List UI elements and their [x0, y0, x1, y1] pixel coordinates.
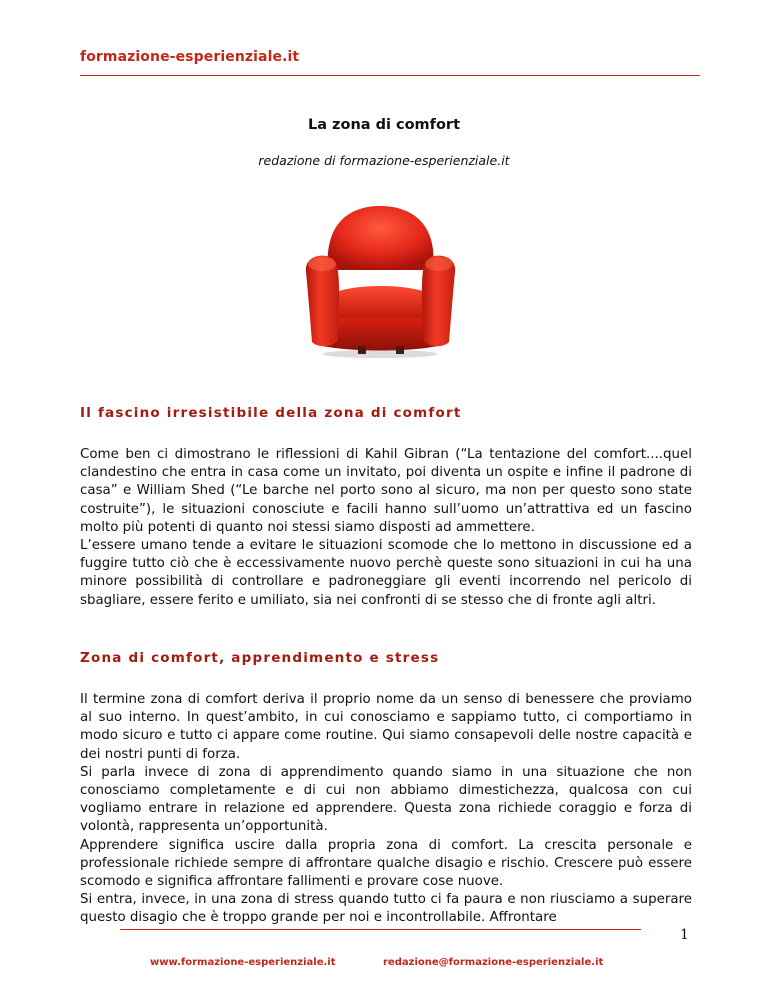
section-body: [80, 446, 692, 610]
section-title: Zona di comfort, apprendimento e stress: [80, 650, 440, 666]
footer-website-link[interactable]: www.formazione-esperienziale.it: [150, 957, 336, 968]
document-subtitle: redazione di formazione-esperienziale.it: [258, 153, 510, 168]
paragraph: Apprendere significa uscire dalla propria zona di comfort. La crescita personale e professionale richiede sempre di affrontare qualche disagio e rischio. Crescere può essere scomodo e significa affrontare fallimenti e provare cose nuove.: [80, 837, 692, 890]
section-body: [80, 691, 692, 928]
paragraph: Il termine zona di comfort deriva il proprio nome da un senso di benessere che proviamo al suo interno. In quest’ambito, in cui conosciamo e sappiamo tutto, ci comportiamo in modo sicuro e tutto ci appare come routine. Qui siamo consapevoli delle nostre capacità e dei nostri punti di forza.: [80, 692, 692, 762]
paragraph: Come ben ci dimostrano le riflessioni di Kahil Gibran (“La tentazione del comfort....quel clandestino che entra in casa come un invitato, poi diventa un ospite e infine il padrone di casa” e William Shed (“Le barche nel porto sono al sicuro, ma non per questo sono state costruite”), le situazioni conosciute e facili hanno sull’uomo un’attrattiva ed un fascino molto più potenti di quanto noi stessi siamo disposti ad ammettere.: [80, 447, 692, 535]
page-number: 1: [680, 927, 689, 943]
paragraph: Si entra, invece, in una zona di stress quando tutto ci fa paura e non riusciamo a superare questo disagio che è troppo grande per noi e incontrollabile. Affrontare: [80, 892, 692, 926]
section-title: Il fascino irresistibile della zona di comfort: [80, 405, 462, 421]
paragraph: L’essere umano tende a evitare le situazioni scomode che lo mettono in discussione ed a fuggire tutto ciò che è eccessivamente nuovo perchè queste sono situazioni in cui ha una minore possibilità di controllare e padroneggiare gli eventi incorrendo nel pericolo di sbagliare, essere ferito e umiliato, sia nei confronti di se stesso che di fronte agli altri.: [80, 538, 692, 608]
footer-divider: [120, 929, 641, 930]
paragraph: Si parla invece di zona di apprendimento quando siamo in una situazione che non conosciamo completamente e di cui non abbiamo dimestichezza, qualcosa con cui vogliamo entrare in relazione ed apprendere. Questa zona richiede coraggio e forza di volontà, rappresenta un’opportunità.: [80, 764, 692, 835]
header-divider: [80, 75, 700, 76]
brand-logo-text: formazione-esperienziale.it: [80, 49, 300, 65]
document-title: La zona di comfort: [307, 117, 461, 133]
footer-email-link[interactable]: redazione@formazione-esperienziale.it: [383, 957, 604, 968]
red-armchair-icon: [298, 200, 463, 360]
